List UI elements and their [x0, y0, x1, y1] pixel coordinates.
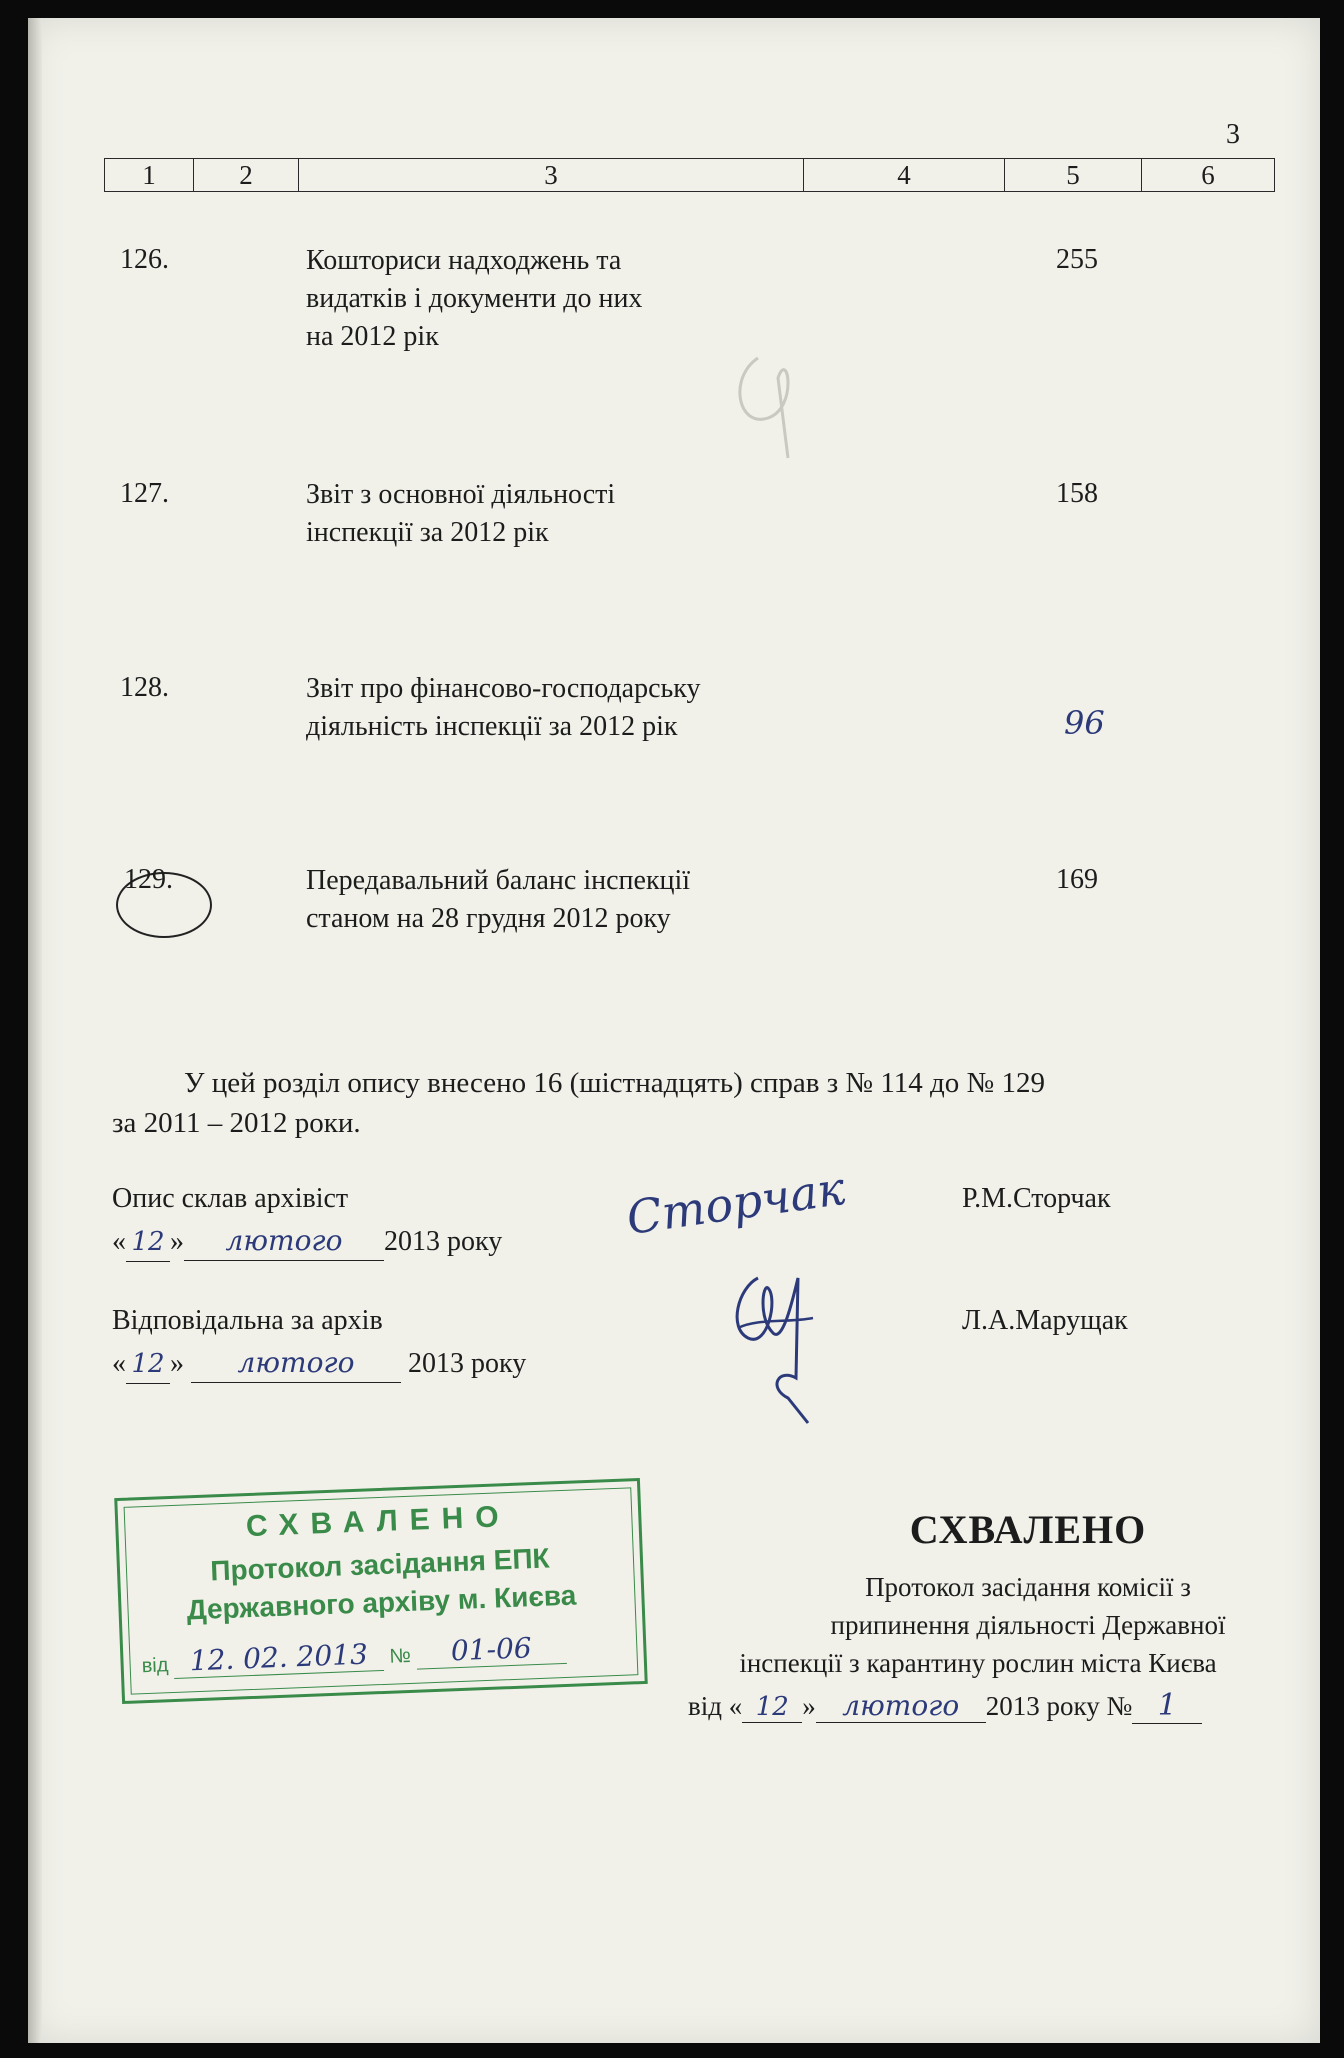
compiler-name: Р.М.Сторчак [962, 1183, 1111, 1214]
compiler-day: 12 [126, 1223, 170, 1262]
entry-desc-line: Звіт з основної діяльності [306, 479, 616, 510]
stamp-line-2: Державного архіву м. Києва [186, 1579, 577, 1626]
approval-day: 12 [742, 1692, 802, 1723]
stamp-number: 01-06 [416, 1630, 567, 1670]
page-number: 3 [1226, 119, 1240, 150]
entry-desc-line: Передавальний баланс інспекції [306, 865, 691, 896]
stamp-from-label: від [141, 1654, 169, 1678]
approval-line-1: Протокол засідання комісії з [865, 1572, 1191, 1602]
approval-number: 1 [1132, 1688, 1202, 1724]
entry-desc-line: інспекції за 2012 рік [306, 517, 549, 548]
entry-desc-line: Звіт про фінансово-господарську [306, 673, 701, 704]
responsible-year: 2013 року [408, 1348, 527, 1379]
approval-stamp [114, 1478, 648, 1704]
col-header-3: 3 [299, 159, 804, 192]
quote-close: » [170, 1226, 184, 1257]
approval-line-2: припинення діяльності Державної [830, 1610, 1226, 1640]
entry-desc-line: видатків і документи до них [306, 283, 643, 314]
approval-title: СХВАЛЕНО [909, 1507, 1147, 1552]
approval-date-line [688, 1688, 1202, 1724]
entry-desc-line: діяльність інспекції за 2012 рік [306, 711, 678, 742]
summary-line-1: У цей розділ опису внесено 16 (шістнадцять) справ з № 114 до № 129 [184, 1067, 1045, 1099]
entry-description [306, 242, 796, 356]
approval-mid: » [802, 1691, 816, 1721]
compiler-month: лютого [184, 1222, 384, 1261]
entry-pages: 158 [1056, 478, 1098, 509]
page-fold-shadow [28, 18, 42, 2043]
quote-close: » [170, 1348, 184, 1379]
entry-number: 128. [120, 672, 169, 703]
column-header-table [104, 158, 1275, 192]
entry-desc-line: на 2012 рік [306, 321, 439, 352]
entry-pages: 169 [1056, 864, 1098, 895]
compiler-date [112, 1222, 502, 1262]
compiler-year: 2013 року [384, 1226, 503, 1257]
responsible-day: 12 [126, 1345, 170, 1384]
responsible-signature [718, 1258, 858, 1438]
entry-number: 127. [120, 478, 169, 509]
entry-desc-line: Кошториси надходжень та [306, 245, 622, 276]
compiler-label: Опис склав архівіст [112, 1183, 349, 1214]
entry-desc-line: станом на 28 грудня 2012 року [306, 903, 671, 934]
stamp-title: СХВАЛЕНО [245, 1499, 512, 1544]
responsible-name: Л.А.Марущак [962, 1305, 1128, 1336]
document-page [28, 18, 1320, 2043]
entry-pages-handwritten: 96 [1064, 704, 1105, 742]
responsible-date [112, 1344, 526, 1384]
stamp-date: 12. 02. 2013 [173, 1637, 384, 1679]
stamp-no-label: № [388, 1644, 412, 1668]
col-header-6: 6 [1142, 159, 1275, 192]
entry-number: 129. [124, 864, 173, 895]
col-header-5: 5 [1005, 159, 1142, 192]
col-header-1: 1 [105, 159, 194, 192]
entry-description [306, 670, 796, 746]
col-header-4: 4 [804, 159, 1005, 192]
summary-line-2: за 2011 – 2012 роки. [112, 1107, 361, 1139]
quote-open: « [112, 1348, 126, 1379]
entry-description [306, 476, 796, 552]
quote-open: « [112, 1226, 126, 1257]
responsible-label: Відповідальна за архів [112, 1305, 383, 1336]
entry-description [306, 862, 796, 938]
approval-from-label: від « [688, 1691, 743, 1721]
approval-line-3: інспекції з карантину рослин міста Києва [739, 1648, 1217, 1678]
responsible-month: лютого [191, 1344, 401, 1383]
col-header-2: 2 [194, 159, 299, 192]
entry-pages: 255 [1056, 244, 1098, 275]
entry-number: 126. [120, 244, 169, 275]
approval-year: 2013 року № [985, 1691, 1133, 1721]
stamp-line-1: Протокол засідання ЕПК [209, 1542, 551, 1587]
compiler-signature: Сторчак [623, 1160, 849, 1246]
approval-month: лютого [816, 1689, 986, 1723]
